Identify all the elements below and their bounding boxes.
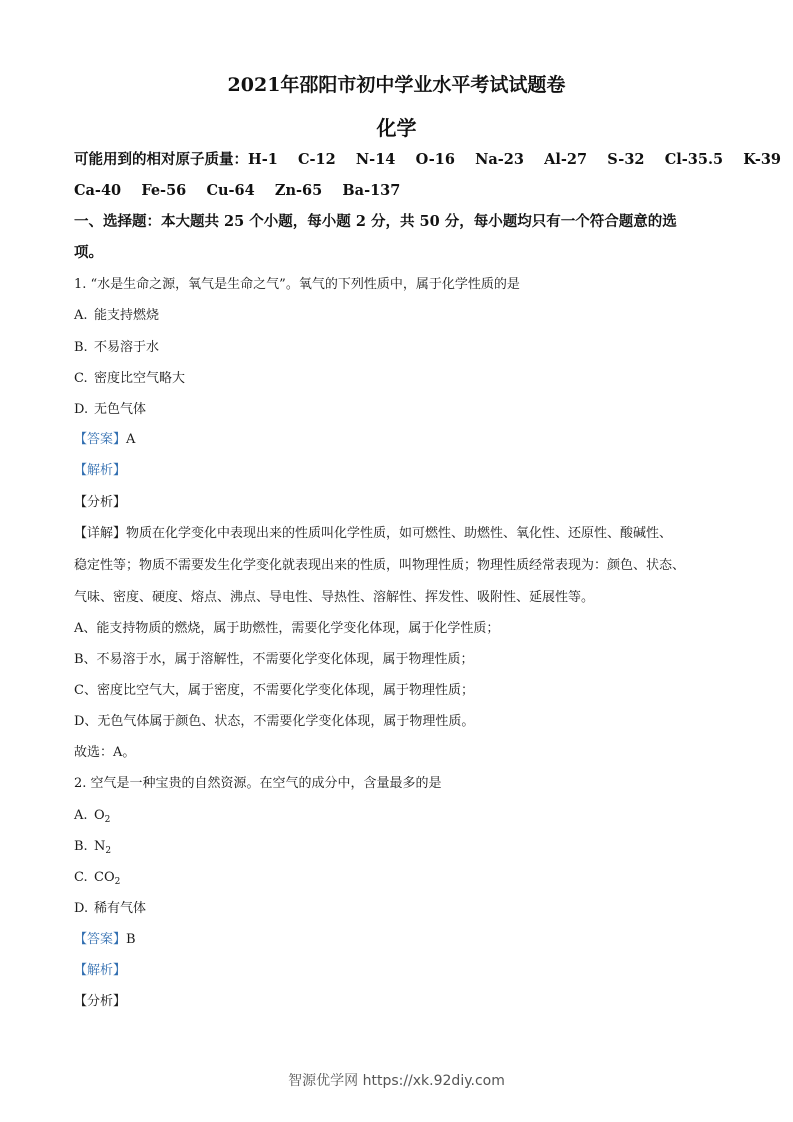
formula-subscript: 2 — [104, 815, 111, 825]
q1-detail-line-1: 【详解】物质在化学变化中表现出来的性质叫化学性质，如可燃性、助燃性、氧化性、还原性、酸碱性、 — [74, 526, 673, 541]
answer-value: A — [126, 432, 136, 447]
q1-fenxi-tag: 【分析】 — [74, 495, 127, 510]
subject-title: 化学 — [376, 116, 417, 140]
q1-answer — [74, 431, 135, 449]
q2-option-c — [74, 869, 120, 887]
q2-option-b — [74, 838, 111, 856]
atomic-mass-line-1 — [74, 151, 781, 169]
site-watermark-footer: 智源优学网 https://xk.92diy.com — [288, 1073, 505, 1089]
q1-detail-line-5: B、不易溶于水，属于溶解性，不需要化学变化体现，属于物理性质； — [74, 652, 474, 667]
formula-base: CO — [94, 870, 115, 885]
option-text: 不易溶于水 — [94, 340, 160, 355]
option-letter: D. — [74, 901, 89, 916]
q1-analysis-tag: 【解析】 — [74, 463, 127, 478]
option-letter: C. — [74, 870, 88, 885]
option-text: 能支持燃烧 — [94, 308, 160, 323]
q1-detail-line-8: 故选：A。 — [74, 745, 136, 760]
option-letter: A. — [74, 808, 88, 823]
exam-title: 2021年邵阳市初中学业水平考试试题卷 — [227, 74, 566, 96]
q2-option-a — [74, 807, 110, 825]
formula-subscript: 2 — [114, 877, 121, 887]
q2-answer — [74, 931, 136, 949]
section-heading-line-2: 项。 — [74, 244, 103, 261]
q2-option-d — [74, 900, 146, 918]
q1-option-d — [74, 401, 146, 419]
option-letter: B. — [74, 340, 88, 355]
q2-fenxi-tag: 【分析】 — [74, 994, 127, 1009]
option-letter: D. — [74, 402, 89, 417]
formula-base: O — [94, 808, 105, 823]
q1-detail-line-2: 稳定性等；物质不需要发生化学变化就表现出来的性质，叫物理性质；物理性质经常表现为：颜色、状态、 — [74, 558, 686, 573]
formula-base: N — [94, 839, 106, 854]
answer-tag: 【答案】 — [74, 432, 127, 447]
q1-detail-line-6: C、密度比空气大，属于密度，不需要化学变化体现，属于物理性质； — [74, 683, 474, 698]
q1-detail-line-7: D、无色气体属于颜色、状态，不需要化学变化体现，属于物理性质。 — [74, 714, 475, 729]
q1-detail-line-4: A、能支持物质的燃烧，属于助燃性，需要化学变化体现，属于化学性质； — [74, 621, 500, 636]
option-letter: C. — [74, 371, 88, 386]
q1-option-c — [74, 370, 185, 388]
q1-option-a — [74, 307, 159, 325]
atomic-mass-label: 可能用到的相对原子质量： — [74, 151, 248, 168]
q2-stem: 2. 空气是一种宝贵的自然资源。在空气的成分中，含量最多的是 — [74, 776, 442, 791]
option-text: 稀有气体 — [94, 901, 147, 916]
atomic-mass-values-1: H-1 C-12 N-14 O-16 Na-23 Al-27 S-32 Cl-35.5 K-39 — [248, 151, 782, 168]
answer-tag: 【答案】 — [74, 932, 127, 947]
atomic-mass-line-2: Ca-40 Fe-56 Cu-64 Zn-65 Ba-137 — [74, 182, 401, 199]
section-heading-line-1: 一、选择题：本大题共 25 个小题，每小题 2 分，共 50 分，每小题均只有一个符合题意的选 — [74, 213, 677, 230]
option-letter: A. — [74, 308, 88, 323]
option-text: 密度比空气略大 — [94, 371, 186, 386]
answer-value: B — [126, 932, 136, 947]
q2-analysis-tag: 【解析】 — [74, 963, 127, 978]
q1-detail-line-3: 气味、密度、硬度、熔点、沸点、导电性、导热性、溶解性、挥发性、吸附性、延展性等。 — [74, 590, 595, 605]
formula-subscript: 2 — [105, 846, 112, 856]
q1-stem: 1. “水是生命之源，氧气是生命之气”。氧气的下列性质中，属于化学性质的是 — [74, 277, 520, 292]
option-text: 无色气体 — [94, 402, 147, 417]
q1-option-b — [74, 339, 159, 357]
option-letter: B. — [74, 839, 88, 854]
